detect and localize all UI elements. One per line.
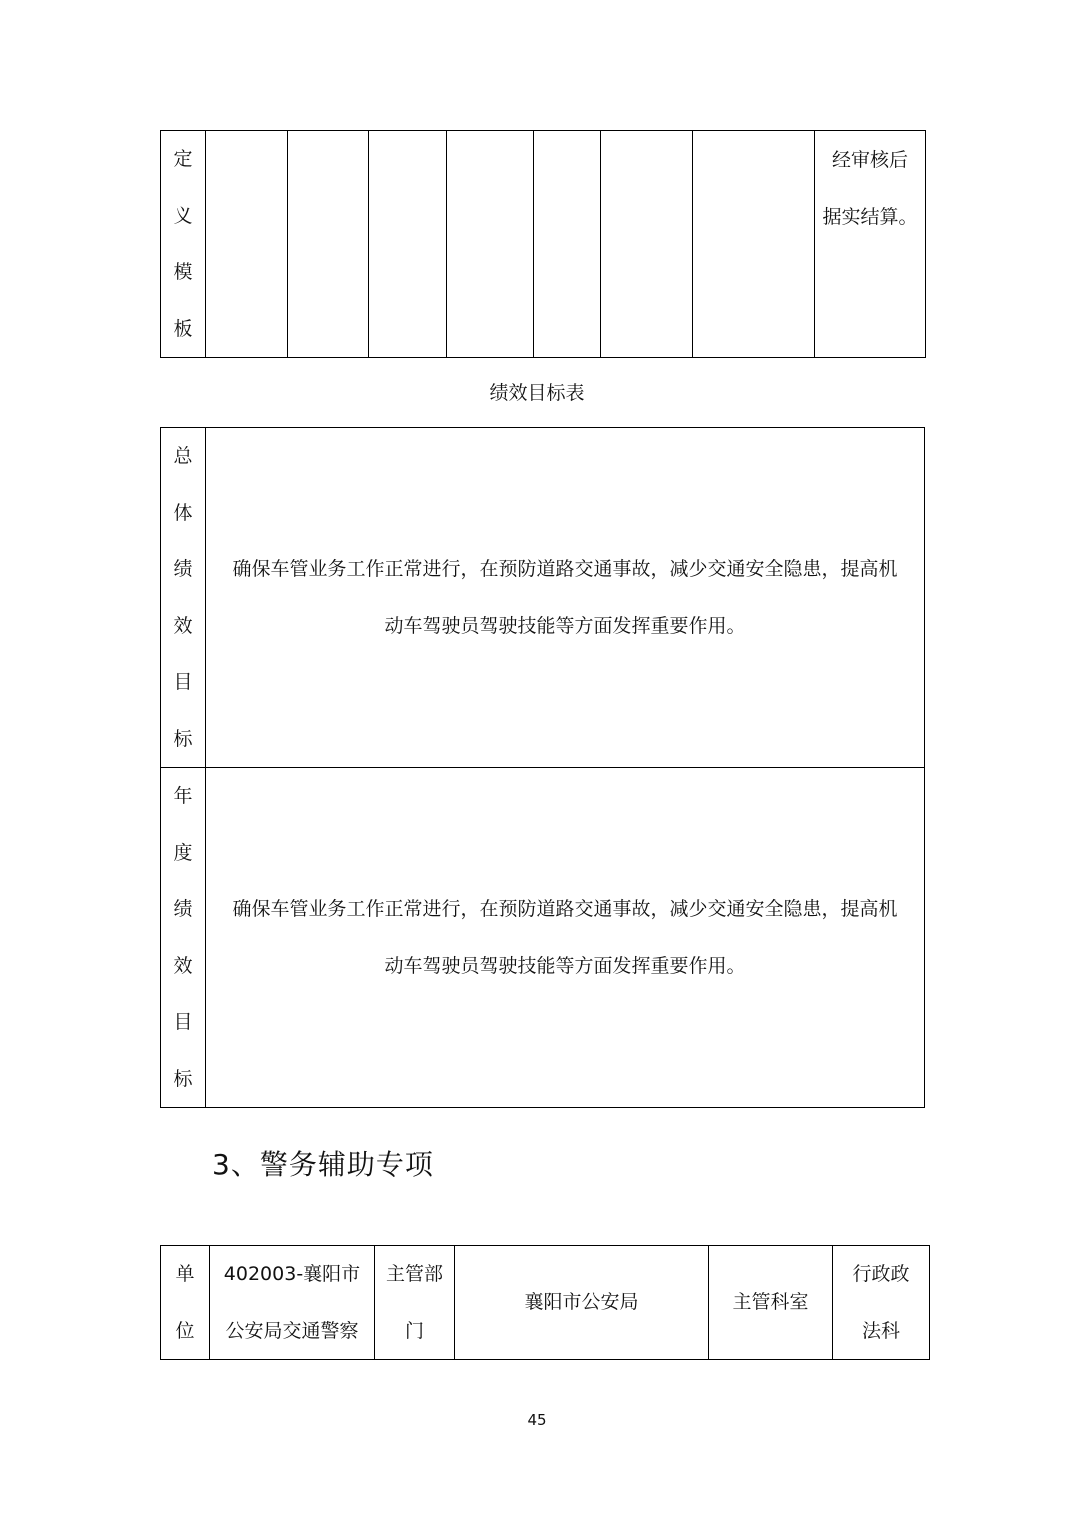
page-number: 45 xyxy=(527,1411,547,1429)
label-char: 标 xyxy=(173,727,193,750)
empty-cell xyxy=(601,131,693,358)
label-char: 绩 xyxy=(173,558,193,580)
label-char: 定 xyxy=(173,148,193,170)
annual-goal-text xyxy=(206,768,925,1108)
value-line: 402003-襄阳市 xyxy=(223,1263,361,1285)
section-heading: 3、警务辅助专项 xyxy=(212,1148,434,1181)
label-char: 体 xyxy=(173,501,193,524)
department-label xyxy=(375,1246,455,1360)
label-char: 目 xyxy=(173,671,193,693)
label-char: 度 xyxy=(173,841,193,864)
table-caption: 绩效目标表 xyxy=(489,382,585,404)
overall-goal-text xyxy=(206,428,925,768)
empty-cell xyxy=(447,131,534,358)
goal-line: 动车驾驶员驾驶技能等方面发挥重要作用。 xyxy=(384,614,746,637)
value-line: 行政政 xyxy=(852,1263,910,1285)
goal-line: 动车驾驶员驾驶技能等方面发挥重要作用。 xyxy=(384,954,746,977)
row-label-annual-goal xyxy=(161,768,206,1108)
label-char: 年 xyxy=(173,785,193,807)
unit-value xyxy=(210,1246,375,1360)
row-label-overall-goal xyxy=(161,428,206,768)
unit-info-table xyxy=(160,1245,930,1360)
goal-line: 确保车管业务工作正常进行，在预防道路交通事故，减少交通安全隐患，提高机 xyxy=(232,898,898,920)
label-line: 主管部 xyxy=(385,1263,443,1285)
budget-table-continuation xyxy=(160,130,926,358)
label-char: 效 xyxy=(173,614,193,637)
label-char: 目 xyxy=(173,1011,193,1033)
label-line: 位 xyxy=(175,1319,195,1342)
row-label-definition-template xyxy=(161,131,206,358)
office-value xyxy=(833,1246,930,1360)
empty-cell xyxy=(288,131,369,358)
value-line: 公安局交通警察 xyxy=(225,1319,359,1342)
label-line: 门 xyxy=(404,1319,424,1342)
label-char: 效 xyxy=(173,954,193,977)
department-value: 襄阳市公安局 xyxy=(455,1246,709,1360)
empty-cell xyxy=(369,131,447,358)
performance-goal-table xyxy=(160,427,925,1108)
empty-cell xyxy=(693,131,815,358)
label-char: 义 xyxy=(173,204,193,227)
label-char: 标 xyxy=(173,1067,193,1090)
label-char: 总 xyxy=(173,445,193,467)
table-row xyxy=(161,428,925,768)
goal-line: 确保车管业务工作正常进行，在预防道路交通事故，减少交通安全隐患，提高机 xyxy=(232,558,898,580)
label-line: 单 xyxy=(175,1263,195,1285)
table-row xyxy=(161,768,925,1108)
label-char: 板 xyxy=(173,317,193,340)
office-label: 主管科室 xyxy=(709,1246,833,1360)
value-line: 法科 xyxy=(861,1319,900,1342)
note-line: 据实结算。 xyxy=(822,205,918,228)
note-line: 经审核后 xyxy=(831,149,908,171)
empty-cell xyxy=(206,131,288,358)
empty-cell xyxy=(534,131,601,358)
label-char: 模 xyxy=(173,261,193,283)
settlement-note-cell xyxy=(815,131,926,358)
label-char: 绩 xyxy=(173,898,193,920)
unit-label xyxy=(161,1246,210,1360)
